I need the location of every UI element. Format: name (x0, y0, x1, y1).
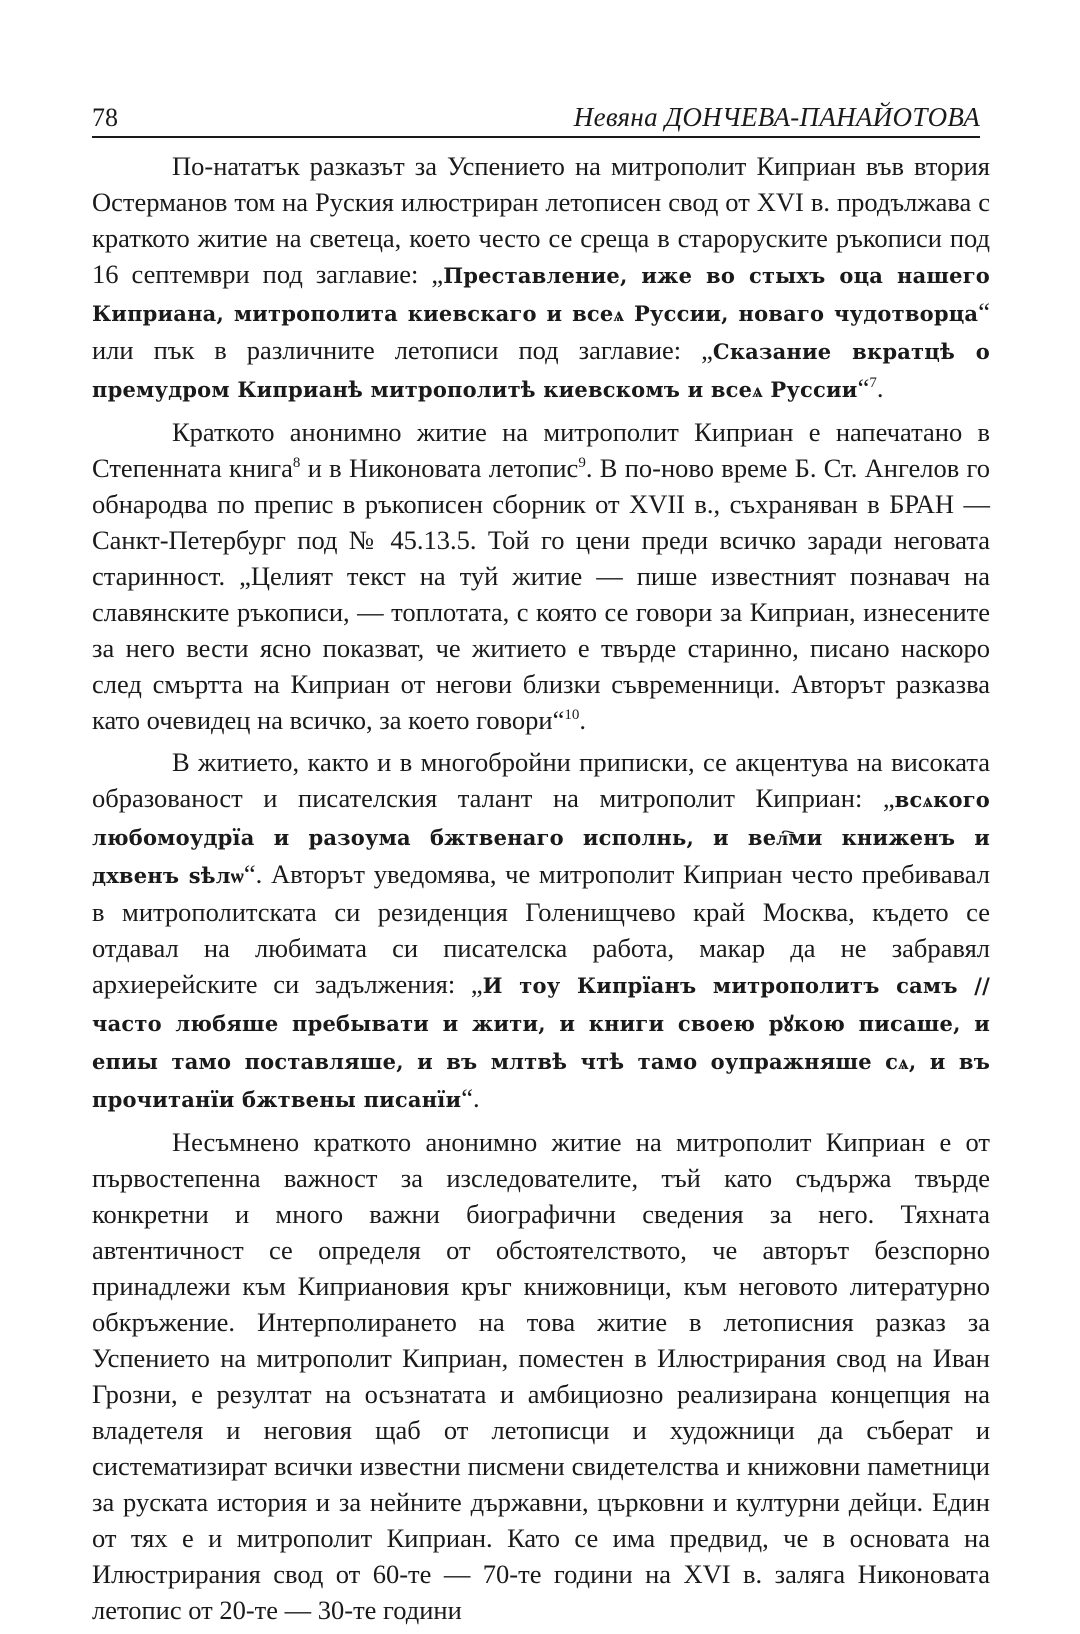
paragraph-3-text-a: В житието, както и в многобройни приписки, се акцентува на високата образованост и писателския талант на митрополит Киприан: „ (92, 747, 990, 813)
running-header (92, 92, 980, 138)
paragraph-1-text-d: . (876, 373, 884, 403)
church-slavonic-quote: И тоу Кипрїанъ митрополитъ самъ // часто любяше пребывати и жити, и книги своею рꙋкою писаше, и епиы тамо поставляше, и въ млтвѣ чтѣ тамо оупражняше сѧ, и въ прочитанїи бжтвены писанїи (92, 973, 990, 1112)
paragraph-2-text-b: и в Никоновата летопис (300, 453, 579, 483)
paragraph-3-text-c: “. (461, 1083, 480, 1113)
paragraph-1-text-c: “ (857, 373, 870, 403)
paragraph-1 (92, 148, 990, 408)
paragraph-2-text-c: . В по-ново време Б. Ст. Ангелов го обнародва по препис в ръкописен сборник от XVII в., съхраняван в БРАН — Санкт-Петербург под № 45.13.5. Той го цени преди всичко заради неговата старинност. „Целият текст на туй житие — пише известният познавач на славянските ръкописи, — топлотата, с която се говори за Киприан, изнесените за него вести ясно показват, че житието е твърде старинно, писано наскоро след смъртта на Киприан от негови близки съвременници. Авторът разказва като очевидец на всичко, за което говори“ (92, 453, 990, 735)
paragraph-4 (92, 1124, 990, 1628)
body-text (92, 148, 990, 1634)
footnote-ref: 7 (869, 375, 877, 392)
footnote-ref: 10 (564, 707, 580, 724)
footnote-ref: 9 (578, 455, 586, 472)
paragraph-2-text-d: . (579, 705, 586, 735)
running-title: Невяна ДОНЧЕВА-ПАНАЙОТОВА (573, 102, 980, 132)
page-number: 78 (92, 103, 118, 132)
paragraph-2-text-a: Краткото анонимно житие на митрополит Киприан е напечатано в Степенната книга (92, 417, 990, 483)
paragraph-4-text: Несъмнено краткото анонимно житие на митрополит Киприан е от първостепенна важност за изследователите, тъй като съдържа твърде конкретни и много важни биографични сведения за него. Тяхната автентичност се определя от обстоятелството, че авторът безспорно принадлежи към Киприановия кръг книжовници, към неговото литературно обкръжение. Интерполирането на това житие в летописния разказ за Успението на митрополит Киприан, поместен в Илюстрирания свод на Иван Грозни, е резултат на осъзнатата и амбициозно реализирана концепция на владетеля и неговия щаб от летописци и художници да съберат и систематизират всички известни писмени свидетелства и книжовни паметници за руската история и за нейните държавни, църковни и културни дейци. Един от тях е и митрополит Киприан. Като се има предвид, че в основата на Илюстрирания свод от 60-те — 70-те години на XVI в. заляга Никоновата летопис от 20-те — 30-те години (92, 1127, 990, 1625)
paragraph-3-text-b: “. Авторът уведомява, че митрополит Киприан често пребивавал в митрополитската си резиденция Голенищчево край Москва, където се отдавал на любимата си писателска работа, макар да не забравял архиерейските си задължения: „ (92, 859, 990, 999)
church-slavonic-quote: Сказание вкратцѣ о премудром Киприанѣ митрополитѣ киевскомъ и всеѧ Руссии (92, 339, 990, 402)
paragraph-1-text-a: По-нататък разказът за Успението на митрополит Киприан във втория Остерманов том на Руския илюстриран летописен свод от XVI в. продължава с краткото житие на светеца, което често се среща в староруските ръкописи под 16 септември под заглавие: „ (92, 151, 990, 289)
church-slavonic-quote: Преставление, иже во стыхъ оца нашего Киприана, митрополита киевскаго и всеѧ Руссии, новаго чудотворца (92, 263, 990, 326)
church-slavonic-quote: всѧкого любомоудрїа и разоума бжтвенаго исполнь, и вел҇ми книженъ и дхвенъ ѕѣлѡ (92, 787, 990, 888)
footnote-ref: 8 (292, 455, 301, 472)
paragraph-2 (92, 414, 990, 738)
paragraph-1-text-b: “ или пък в различните летописи под заглавие: „ (92, 297, 990, 365)
paragraph-3 (92, 744, 990, 1118)
